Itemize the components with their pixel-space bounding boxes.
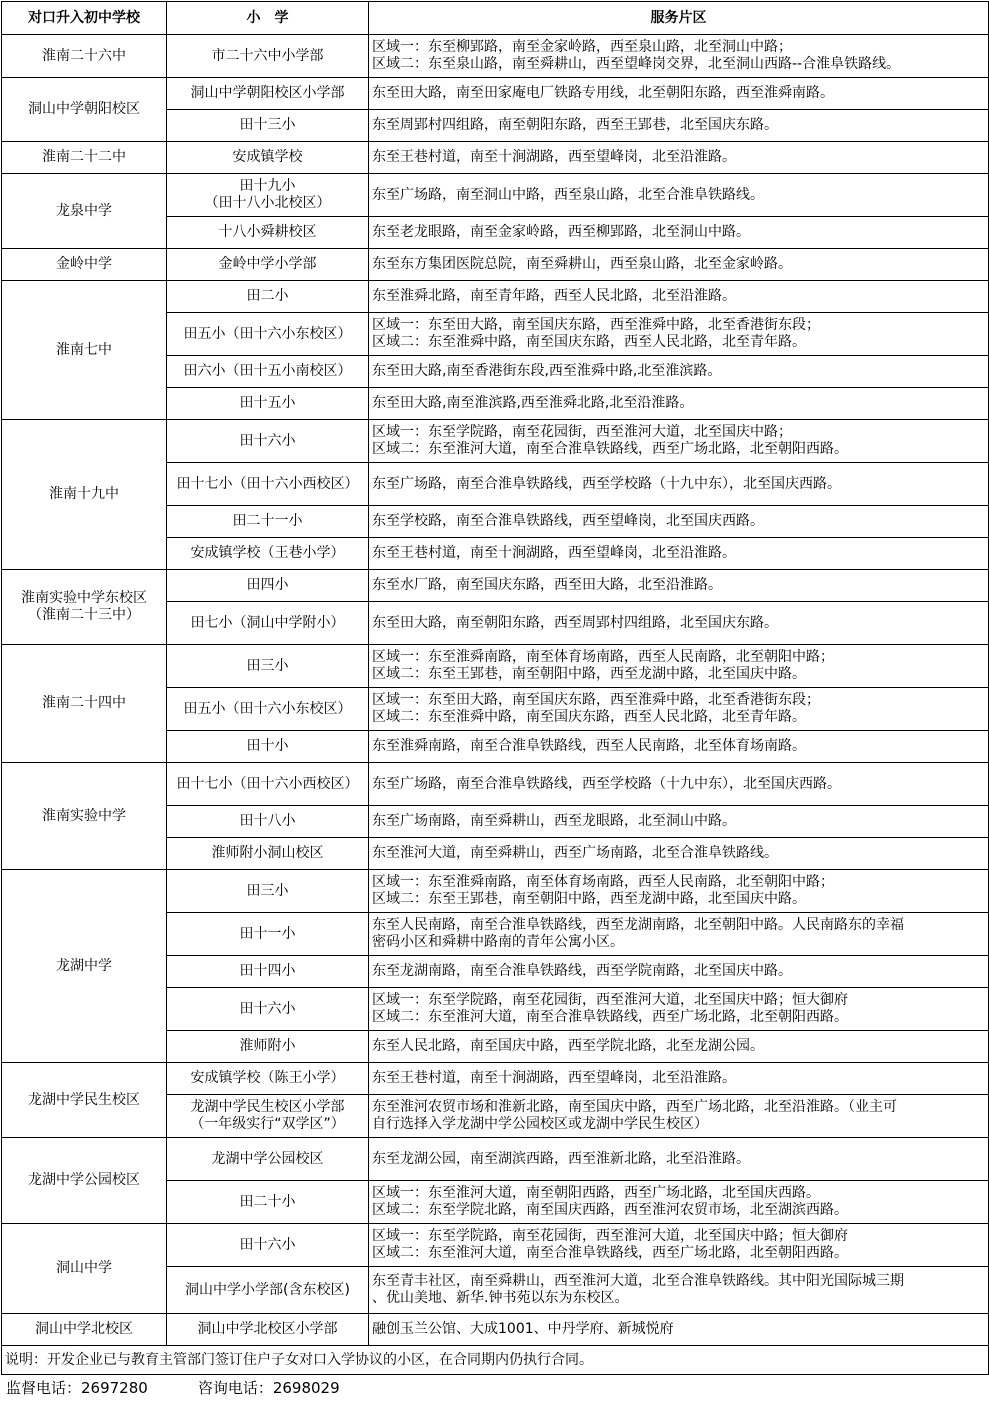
primary-school-cell: 田十小 [167,731,369,763]
primary-school-cell: 田七小（洞山中学附小） [167,602,369,645]
service-area-cell: 区域一：东至学院路，南至花园街，西至淮河大道，北至国庆中路；恒大御府 区域二：东至淮河大道，南至合淮阜铁路线，西至广场北路，北至朝阳西路。 [369,1224,989,1267]
service-area-cell: 东至王巷村道，南至十涧湖路，西至望峰岗，北至沿淮路。 [369,1063,989,1095]
primary-school-cell: 安成镇学校（王巷小学） [167,538,369,570]
primary-school-cell: 淮师附小洞山校区 [167,838,369,870]
middle-school-cell: 淮南实验中学东校区 （淮南二十三中） [2,570,167,645]
middle-school-cell: 龙湖中学 [2,870,167,1063]
table-row [2,1314,989,1346]
middle-school-cell: 洞山中学朝阳校区 [2,78,167,142]
table-row [2,570,989,602]
primary-school-cell: 洞山中学北校区小学部 [167,1314,369,1346]
middle-school-cell: 淮南七中 [2,281,167,420]
service-area-cell: 东至田大路，南至田家庵电厂铁路专用线，北至朝阳东路，西至淮舜南路。 [369,78,989,110]
service-area-cell: 融创玉兰公馆、大成1001、中丹学府、新城悦府 [369,1314,989,1346]
service-area-cell: 东至淮河农贸市场和淮新北路，南至国庆中路，西至广场北路，北至沿淮路。（业主可 自行选择入学龙湖中学公园校区或龙湖中学民生校区） [369,1095,989,1138]
primary-school-cell: 田十七小（田十六小西校区） [167,763,369,806]
primary-school-cell: 田三小 [167,870,369,913]
supervise-phone: 监督电话：2697280 [6,1379,148,1397]
service-area-cell: 东至广场路，南至合淮阜铁路线，西至学校路（十九中东），北至国庆西路。 [369,763,989,806]
service-area-cell: 区域一：东至学院路，南至花园街，西至淮河大道，北至国庆中路； 区域二：东至淮河大道，南至合淮阜铁路线，西至广场北路，北至朝阳西路。 [369,420,989,463]
primary-school-cell: 田五小（田十六小东校区） [167,688,369,731]
service-area-cell: 区域一：东至淮河大道，南至朝阳西路，西至广场北路，北至国庆西路。 区域二：东至学院北路，南至国庆西路，西至淮河农贸市场，北至湖滨西路。 [369,1181,989,1224]
service-area-cell: 东至王巷村道，南至十涧湖路，西至望峰岗，北至沿淮路。 [369,538,989,570]
service-area-cell: 东至田大路,南至淮滨路,西至淮舜北路,北至沿淮路。 [369,388,989,420]
table-row [2,35,989,78]
primary-school-cell: 洞山中学朝阳校区小学部 [167,78,369,110]
service-area-cell: 区域一：东至淮舜南路，南至体育场南路，西至人民南路，北至朝阳中路； 区域二：东至王郢巷，南至朝阳中路，西至龙湖中路，北至国庆中路。 [369,645,989,688]
table-row [2,174,989,217]
middle-school-cell: 淮南十九中 [2,420,167,570]
primary-school-cell: 田十六小 [167,1224,369,1267]
table-row [2,78,989,110]
service-area-cell: 东至周郢村四组路，南至朝阳东路，西至王郢巷，北至国庆东路。 [369,110,989,142]
table-row [2,249,989,281]
table-row [2,870,989,913]
primary-school-cell: 安成镇学校 [167,142,369,174]
service-area-cell: 东至龙湖公园，南至湖滨西路，西至淮新北路，北至沿淮路。 [369,1138,989,1181]
primary-school-cell: 田十八小 [167,806,369,838]
primary-school-cell: 田十九小 （田十八小北校区） [167,174,369,217]
middle-school-cell: 淮南二十四中 [2,645,167,763]
primary-school-cell: 田十五小 [167,388,369,420]
table-row [2,420,989,463]
service-area-cell: 东至水厂路，南至国庆东路，西至田大路，北至沿淮路。 [369,570,989,602]
middle-school-cell: 淮南实验中学 [2,763,167,870]
table-row [2,1138,989,1181]
primary-school-cell: 田二小 [167,281,369,313]
footer-contacts [6,1378,340,1398]
primary-school-cell: 十八小舜耕校区 [167,217,369,249]
service-area-cell: 东至人民南路，南至合淮阜铁路线，西至龙湖南路，北至朝阳中路。人民南路东的幸福 密码小区和舜耕中路南的青年公寓小区。 [369,913,989,956]
table-body [2,35,989,1346]
service-area-cell: 东至王巷村道，南至十涧湖路，西至望峰岗，北至沿淮路。 [369,142,989,174]
primary-school-cell: 田四小 [167,570,369,602]
table-row [2,142,989,174]
middle-school-cell: 龙湖中学公园校区 [2,1138,167,1224]
middle-school-cell: 龙湖中学民生校区 [2,1063,167,1138]
service-area-cell: 东至人民北路，南至国庆中路，西至学院北路，北至龙湖公园。 [369,1031,989,1063]
primary-school-cell: 田十一小 [167,913,369,956]
consult-phone: 咨询电话：2698029 [197,1379,340,1397]
table-row [2,645,989,688]
primary-school-cell: 金岭中学小学部 [167,249,369,281]
school-district-table [1,1,989,1375]
service-area-cell: 东至青丰社区，南至舜耕山，西至淮河大道，北至合淮阜铁路线。其中阳光国际城三期 、优山美地、新华.钟书苑以东为东校区。 [369,1267,989,1314]
service-area-cell: 东至广场路，南至洞山中路，西至泉山路，北至合淮阜铁路线。 [369,174,989,217]
primary-school-cell: 市二十六中小学部 [167,35,369,78]
primary-school-cell: 洞山中学小学部(含东校区) [167,1267,369,1314]
service-area-cell: 东至东方集团医院总院，南至舜耕山，西至泉山路，北至金家岭路。 [369,249,989,281]
service-area-cell: 东至田大路,南至香港街东段,西至淮舜中路,北至淮滨路。 [369,356,989,388]
primary-school-cell: 田三小 [167,645,369,688]
service-area-cell: 东至淮河大道，南至舜耕山，西至广场南路，北至合淮阜铁路线。 [369,838,989,870]
service-area-cell: 东至广场路，南至合淮阜铁路线，西至学校路（十九中东），北至国庆西路。 [369,463,989,506]
primary-school-cell: 田十七小（田十六小西校区） [167,463,369,506]
service-area-cell: 东至淮舜北路，南至青年路，西至人民北路，北至沿淮路。 [369,281,989,313]
primary-school-cell: 田二十一小 [167,506,369,538]
primary-school-cell: 龙湖中学公园校区 [167,1138,369,1181]
note-text: 说明：开发企业已与教育主管部门签订住户子女对口入学协议的小区，在合同期内仍执行合同。 [2,1346,989,1375]
middle-school-cell: 金岭中学 [2,249,167,281]
note-row [2,1346,989,1375]
table-row [2,281,989,313]
header-middle-school: 对口升入初中学校 [2,2,167,35]
primary-school-cell: 龙湖中学民生校区小学部 （一年级实行“双学区”） [167,1095,369,1138]
primary-school-cell: 淮师附小 [167,1031,369,1063]
primary-school-cell: 田十六小 [167,988,369,1031]
primary-school-cell: 田十三小 [167,110,369,142]
header-service-area: 服务片区 [369,2,989,35]
header-primary-school: 小 学 [167,2,369,35]
middle-school-cell: 淮南二十二中 [2,142,167,174]
service-area-cell: 区域一：东至田大路，南至国庆东路，西至淮舜中路，北至香港街东段； 区域二：东至淮舜中路，南至国庆东路，西至人民北路，北至青年路。 [369,313,989,356]
primary-school-cell: 安成镇学校（陈王小学） [167,1063,369,1095]
middle-school-cell: 洞山中学 [2,1224,167,1314]
table-row [2,763,989,806]
table-row [2,1063,989,1095]
service-area-cell: 区域一：东至学院路，南至花园街，西至淮河大道，北至国庆中路；恒大御府 区域二：东至淮河大道，南至合淮阜铁路线，西至广场北路，北至朝阳西路。 [369,988,989,1031]
service-area-cell: 东至学校路，南至合淮阜铁路线，西至望峰岗，北至国庆西路。 [369,506,989,538]
table-row [2,1224,989,1267]
service-area-cell: 区域一：东至柳郢路，南至金家岭路，西至泉山路，北至洞山中路； 区域二：东至泉山路，南至舜耕山，西至望峰岗交界，北至洞山西路--合淮阜铁路线。 [369,35,989,78]
primary-school-cell: 田六小（田十五小南校区） [167,356,369,388]
primary-school-cell: 田二十小 [167,1181,369,1224]
middle-school-cell: 龙泉中学 [2,174,167,249]
service-area-cell: 东至老龙眼路，南至金家岭路，西至柳郢路，北至洞山中路。 [369,217,989,249]
service-area-cell: 东至龙湖南路，南至合淮阜铁路线，西至学院南路，北至国庆中路。 [369,956,989,988]
primary-school-cell: 田五小（田十六小东校区） [167,313,369,356]
service-area-cell: 东至田大路，南至朝阳东路，西至周郢村四组路，北至国庆东路。 [369,602,989,645]
header-row [2,2,989,35]
service-area-cell: 东至广场南路，南至舜耕山，西至龙眼路，北至洞山中路。 [369,806,989,838]
middle-school-cell: 淮南二十六中 [2,35,167,78]
service-area-cell: 东至淮舜南路，南至合淮阜铁路线，西至人民南路，北至体育场南路。 [369,731,989,763]
service-area-cell: 区域一：东至淮舜南路，南至体育场南路，西至人民南路，北至朝阳中路； 区域二：东至王郢巷，南至朝阳中路，西至龙湖中路，北至国庆中路。 [369,870,989,913]
primary-school-cell: 田十四小 [167,956,369,988]
service-area-cell: 区域一：东至田大路，南至国庆东路，西至淮舜中路，北至香港街东段； 区域二：东至淮舜中路，南至国庆东路，西至人民北路，北至青年路。 [369,688,989,731]
primary-school-cell: 田十六小 [167,420,369,463]
middle-school-cell: 洞山中学北校区 [2,1314,167,1346]
